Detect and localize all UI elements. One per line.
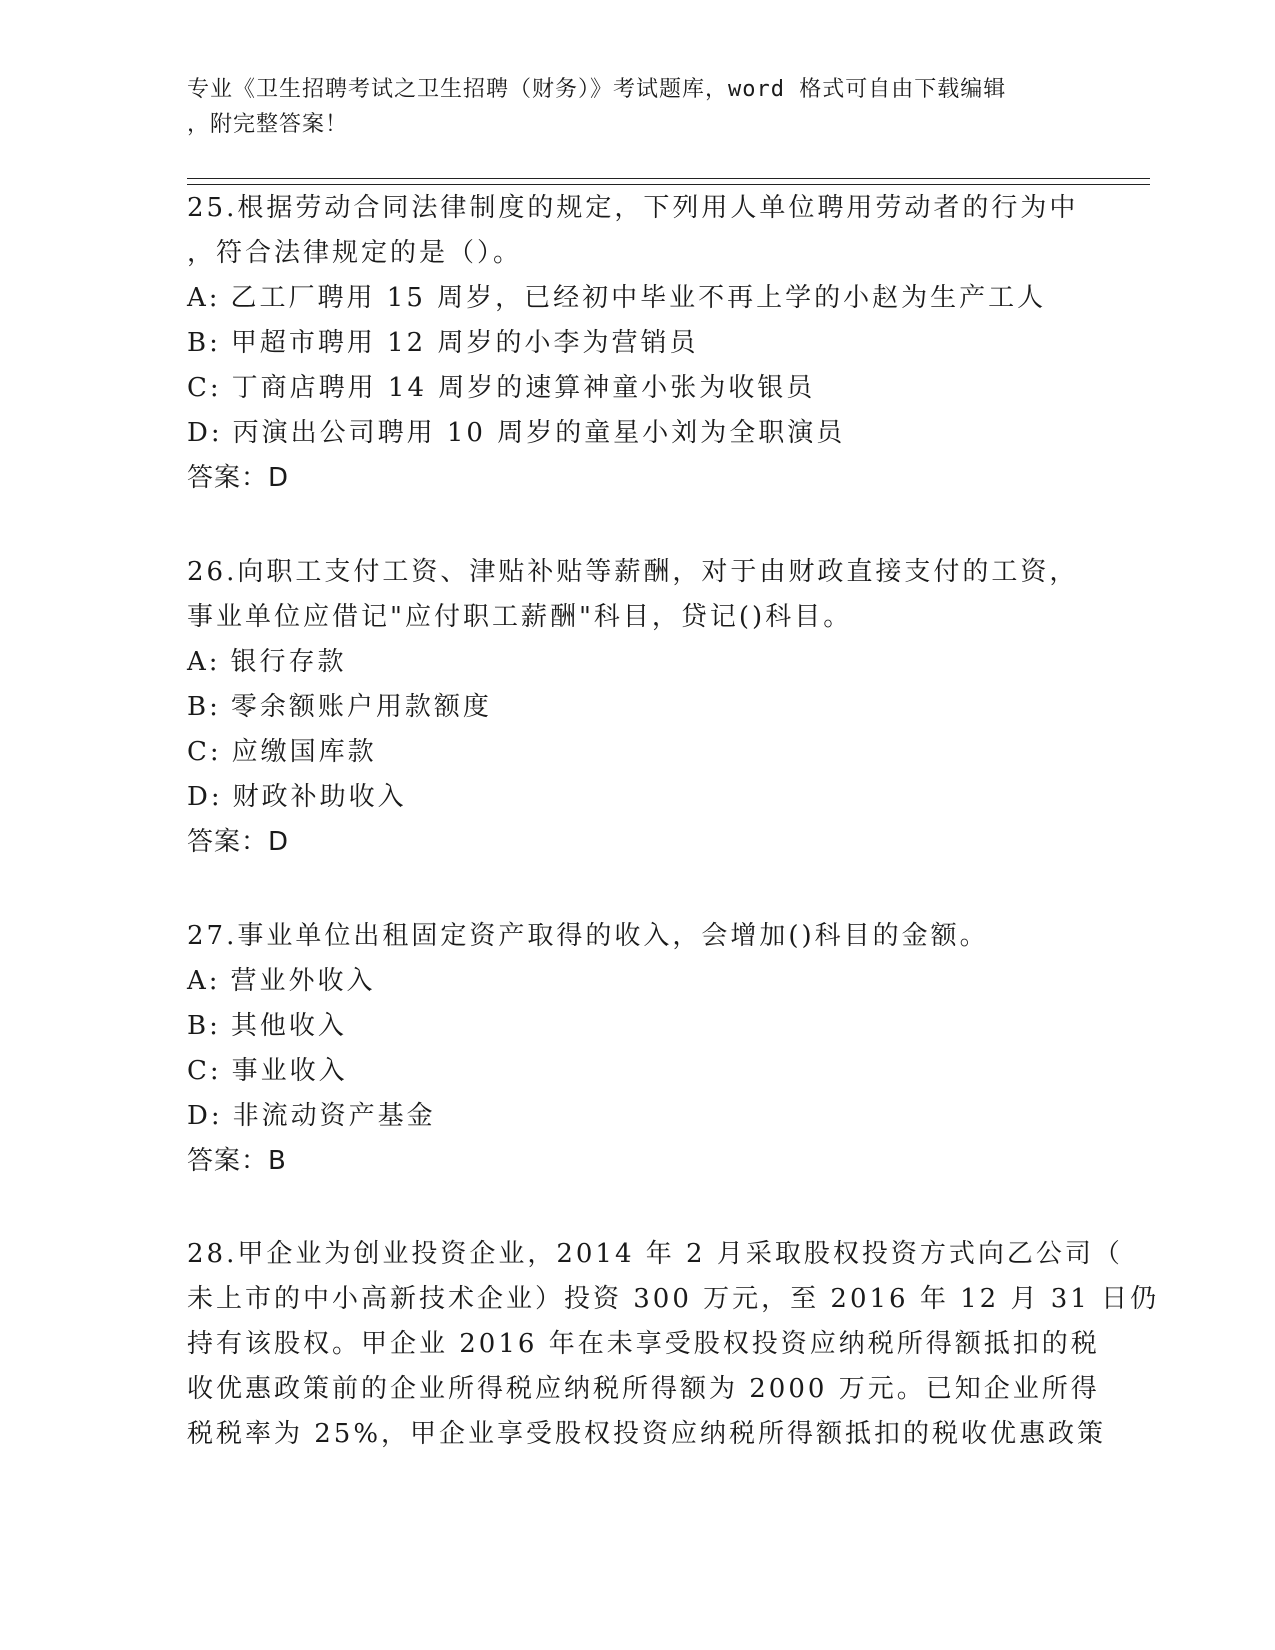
option-a	[187, 959, 1087, 1004]
option-c	[187, 730, 1087, 775]
option-text: 事业收入	[231, 1056, 348, 1086]
option-key: B:	[187, 328, 221, 358]
option-text: 零余额账户用款额度	[230, 692, 492, 722]
option-text: 应缴国库款	[231, 737, 377, 767]
option-key: D:	[187, 418, 223, 448]
option-key: A:	[187, 966, 221, 996]
option-text: 甲超市聘用 12 周岁的小李为营销员	[230, 328, 699, 358]
option-c	[187, 366, 1087, 411]
option-key: C:	[187, 373, 222, 403]
option-text: 丙演出公司聘用 10 周岁的童星小刘为全职演员	[232, 418, 846, 448]
question-text-line: 25.根据劳动合同法律制度的规定，下列用人单位聘用劳动者的行为中	[187, 193, 1079, 223]
question-text-line: 收优惠政策前的企业所得税应纳税所得额为 2000 万元。已知企业所得	[187, 1374, 1100, 1404]
answer-label: 答案：	[187, 463, 269, 493]
header-line-2: ，附完整答案！	[187, 112, 349, 137]
option-key: A:	[187, 283, 221, 313]
option-b	[187, 1004, 1087, 1049]
answer-label: 答案：	[187, 1146, 269, 1176]
option-key: B:	[187, 1011, 221, 1041]
option-key: A:	[187, 647, 221, 677]
option-text: 丁商店聘用 14 周岁的速算神童小张为收银员	[231, 373, 816, 403]
option-c	[187, 1049, 1087, 1094]
answer-line	[187, 1139, 1087, 1184]
answer-line	[187, 456, 1087, 501]
question-27	[187, 914, 1087, 1184]
option-key: B:	[187, 692, 221, 722]
header-divider-top	[187, 178, 1150, 179]
question-26	[187, 550, 1087, 865]
option-text: 财政补助收入	[232, 782, 407, 812]
option-d	[187, 411, 1087, 456]
answer-label: 答案：	[187, 827, 269, 857]
header-line-1: 专业《卫生招聘考试之卫生招聘（财务）》考试题库，word 格式可自由下载编辑	[187, 77, 1007, 102]
option-key: C:	[187, 737, 222, 767]
option-a	[187, 276, 1087, 321]
header-divider-bottom	[187, 184, 1150, 185]
option-key: D:	[187, 1101, 223, 1131]
question-text-line: 税税率为 25%，甲企业享受股权投资应纳税所得额抵扣的税收优惠政策	[187, 1419, 1107, 1449]
option-d	[187, 1094, 1087, 1139]
question-text-line: 26.向职工支付工资、津贴补贴等薪酬，对于由财政直接支付的工资，	[187, 557, 1079, 587]
option-key: D:	[187, 782, 223, 812]
question-text-line: 28.甲企业为创业投资企业，2014 年 2 月采取股权投资方式向乙公司（	[187, 1239, 1123, 1269]
question-25	[187, 186, 1087, 501]
question-text-line: ，符合法律规定的是（）。	[187, 238, 523, 268]
option-text: 非流动资产基金	[232, 1101, 436, 1131]
answer-value: D	[268, 827, 290, 857]
option-b	[187, 685, 1087, 730]
document-header	[187, 72, 1067, 142]
option-a	[187, 640, 1087, 685]
question-28	[187, 1232, 1160, 1457]
question-text-line: 持有该股权。甲企业 2016 年在未享受股权投资应纳税所得额抵扣的税	[187, 1329, 1100, 1359]
answer-value: B	[268, 1146, 287, 1176]
option-text: 银行存款	[230, 647, 347, 677]
option-text: 营业外收入	[230, 966, 376, 996]
option-key: C:	[187, 1056, 222, 1086]
option-text: 乙工厂聘用 15 周岁，已经初中毕业不再上学的小赵为生产工人	[230, 283, 1047, 313]
question-text-line: 事业单位应借记"应付职工薪酬"科目，贷记()科目。	[187, 602, 853, 632]
option-text: 其他收入	[230, 1011, 347, 1041]
question-text-line: 27.事业单位出租固定资产取得的收入，会增加()科目的金额。	[187, 921, 989, 951]
option-d	[187, 775, 1087, 820]
question-text-line: 未上市的中小高新技术企业）投资 300 万元，至 2016 年 12 月 31 日仍	[187, 1284, 1160, 1314]
option-b	[187, 321, 1087, 366]
answer-line	[187, 820, 1087, 865]
answer-value: D	[268, 463, 290, 493]
